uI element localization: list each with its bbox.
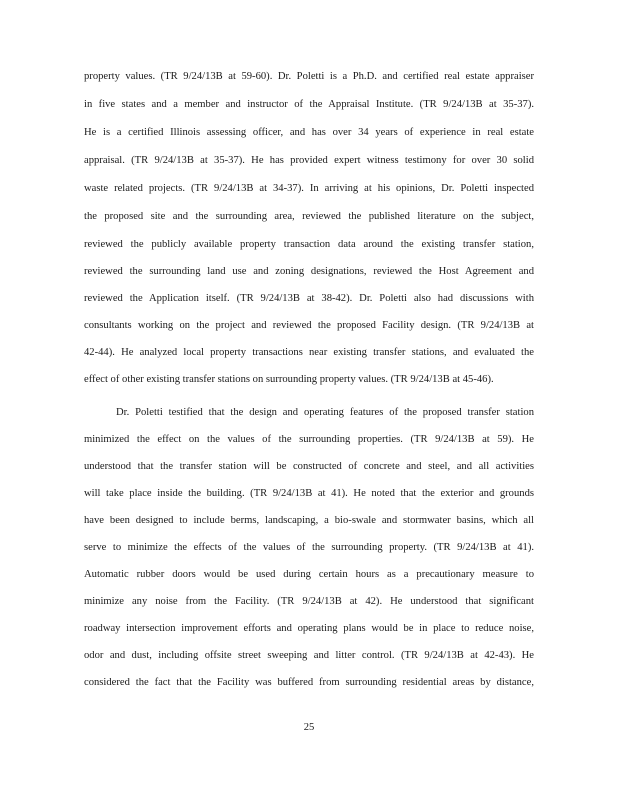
paragraph-2-line-3: understood that the transfer station will be constructed of concrete and steel, and all activities bbox=[84, 461, 534, 472]
paragraph-1-line-2: in five states and a member and instructor of the Appraisal Institute. (TR 9/24/13B at 35-37). bbox=[84, 99, 534, 110]
paragraph-1-line-3: He is a certified Illinois assessing officer, and has over 34 years of experience in real estate bbox=[84, 127, 534, 138]
paragraph-1-line-9: reviewed the Application itself. (TR 9/24/13B at 38-42). Dr. Poletti also had discussions with bbox=[84, 293, 534, 304]
paragraph-1-line-8: reviewed the surrounding land use and zoning designations, reviewed the Host Agreement and bbox=[84, 266, 534, 277]
paragraph-2-line-7: Automatic rubber doors would be used during certain hours as a precautionary measure to bbox=[84, 569, 534, 580]
paragraph-2-line-9: roadway intersection improvement efforts and operating plans would be in place to reduce noise, bbox=[84, 623, 534, 634]
paragraph-2-line-6: serve to minimize the effects of the values of the surrounding property. (TR 9/24/13B at 41). bbox=[84, 542, 534, 553]
paragraph-2-line-5: have been designed to include berms, landscaping, a bio-swale and stormwater basins, which all bbox=[84, 515, 534, 526]
page-number: 25 bbox=[303, 722, 315, 733]
paragraph-1-line-10: consultants working on the project and reviewed the proposed Facility design. (TR 9/24/13B at bbox=[84, 320, 534, 331]
paragraph-2-line-1: Dr. Poletti testified that the design and operating features of the proposed transfer station bbox=[116, 407, 534, 418]
paragraph-2-line-10: odor and dust, including offsite street sweeping and litter control. (TR 9/24/13B at 42-43). He bbox=[84, 650, 534, 661]
paragraph-2-line-8: minimize any noise from the Facility. (TR 9/24/13B at 42). He understood that significant bbox=[84, 596, 534, 607]
paragraph-2-line-2: minimized the effect on the values of the surrounding properties. (TR 9/24/13B at 59). He bbox=[84, 434, 534, 445]
paragraph-2-line-4: will take place inside the building. (TR 9/24/13B at 41). He noted that the exterior and grounds bbox=[84, 488, 534, 499]
paragraph-1-line-1: property values. (TR 9/24/13B at 59-60). Dr. Poletti is a Ph.D. and certified real estate appraiser bbox=[84, 71, 534, 82]
paragraph-1-line-4: appraisal. (TR 9/24/13B at 35-37). He has provided expert witness testimony for over 30 solid bbox=[84, 155, 534, 166]
paragraph-1-line-11: 42-44). He analyzed local property transactions near existing transfer stations, and evaluated the bbox=[84, 347, 534, 358]
paragraph-2-line-11: considered the fact that the Facility was buffered from surrounding residential areas by distance, bbox=[84, 677, 534, 688]
paragraph-1-line-12: effect of other existing transfer stations on surrounding property values. (TR 9/24/13B at 45-46). bbox=[84, 374, 494, 385]
paragraph-1-line-7: reviewed the publicly available property transaction data around the existing transfer station, bbox=[84, 239, 534, 250]
paragraph-1-line-5: waste related projects. (TR 9/24/13B at 34-37). In arriving at his opinions, Dr. Poletti inspected bbox=[84, 183, 534, 194]
paragraph-1-line-6: the proposed site and the surrounding area, reviewed the published literature on the subject, bbox=[84, 211, 534, 222]
